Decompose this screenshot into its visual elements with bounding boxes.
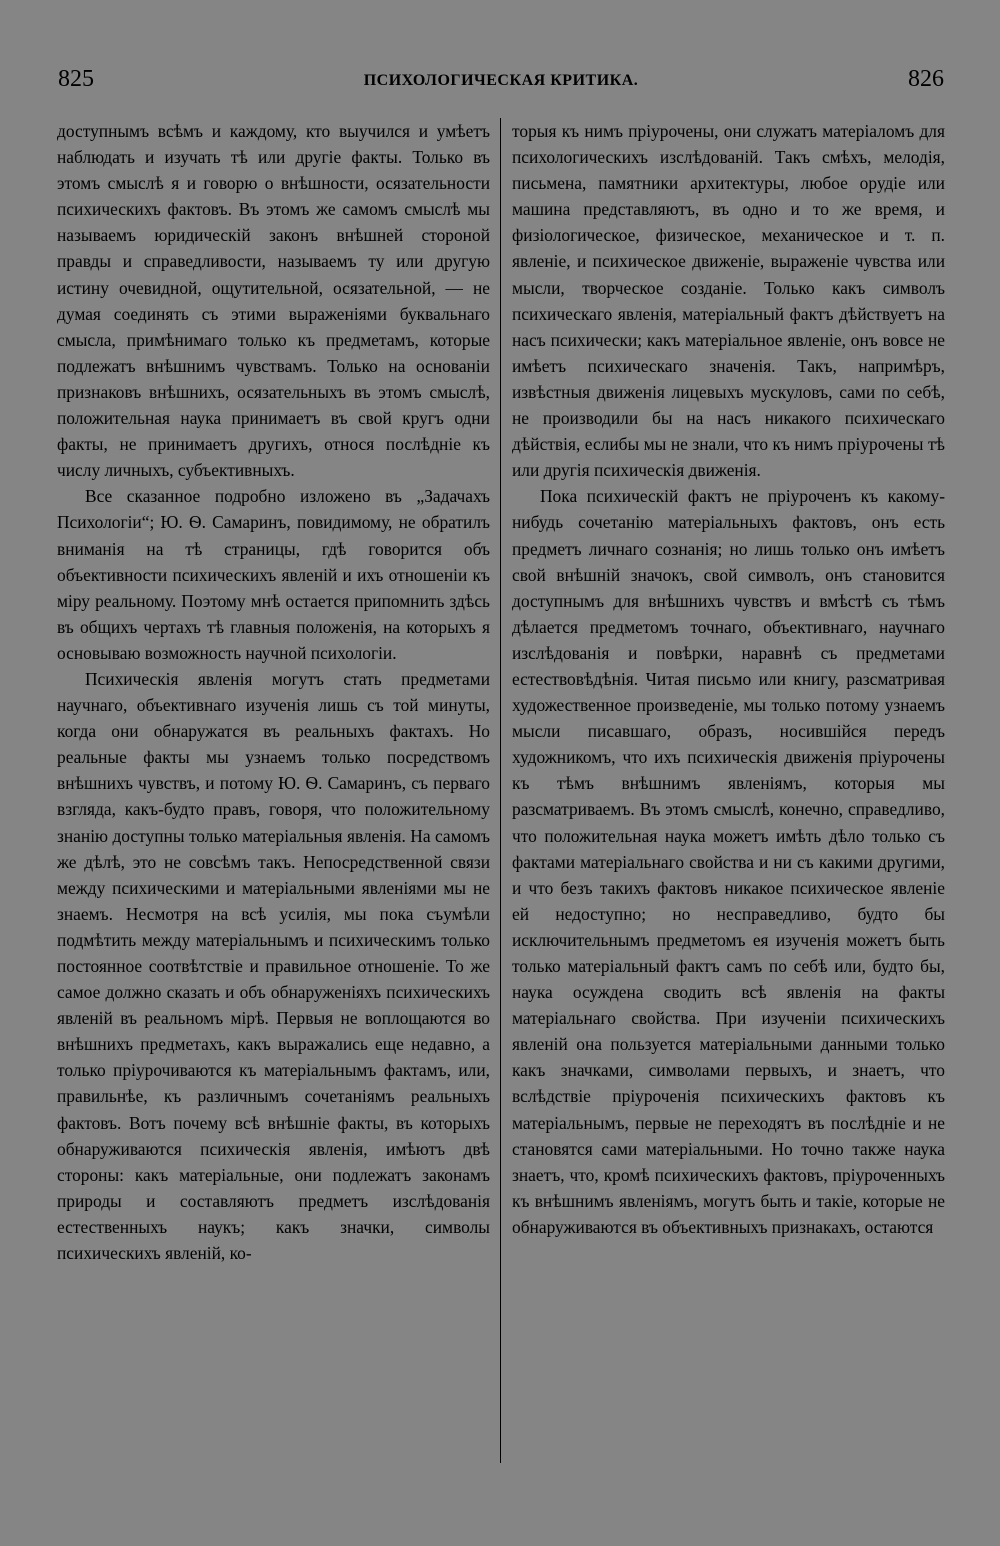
paragraph: Психическія явленія могутъ стать предметами научнаго, объективнаго изученія лишь съ той минуты, когда они обнаружатся въ реальныхъ фактахъ. Но реальные факты мы узнаемъ только посредствомъ внѣшнихъ чувствъ, и потому Ю. Ѳ. Самаринъ, съ перваго взгляда, какъ-будто правъ, говоря, что положительному знанію доступны только матеріальныя явленія. На самомъ же дѣлѣ, это не совсѣмъ такъ. Непосредственной связи между психическими и матеріальными явленіями мы не знаемъ. Несмотря на всѣ усилія, мы пока съумѣли подмѣтить между матеріальнымъ и психическимъ только постоянное соотвѣтствіе и правильное отношеніе. То же самое должно сказать и объ обнаруженіяхъ психическихъ явленій въ реальномъ мірѣ. Первыя не воплощаются во внѣшнихъ предметахъ, какъ выражались еще недавно, а только пріурочиваются къ матеріальнымъ фактамъ, или, правильнѣе, къ различнымъ сочетаніямъ реальныхъ фактовъ. Вотъ почему всѣ внѣшніе факты, въ которыхъ обнаруживаются психическія явленія, имѣютъ двѣ стороны: какъ матеріальные, они подлежатъ законамъ природы и составляютъ предметъ изслѣдованія естественныхъ наукъ; какъ значки, символы психическихъ явленій, ко-: [57, 668, 490, 1264]
column-divider: [500, 118, 501, 1463]
page-number-right: 826: [908, 66, 944, 92]
right-column: [512, 118, 945, 1502]
paragraph: Пока психическій фактъ не пріуроченъ къ какому-нибудь сочетанію матеріальныхъ фактовъ, онъ есть предметъ личнаго сознанія; но лишь только онъ имѣетъ свой внѣшній значокъ, свой символъ, онъ становится доступнымъ для внѣшнихъ чувствъ и вмѣстѣ съ тѣмъ дѣлается предметомъ точнаго, объективнаго, научнаго изслѣдованія и повѣрки, наравнѣ съ предметами естествовѣдѣнія. Читая письмо или книгу, разсматривая художественное произведеніе, мы только потому узнаемъ мысли писавшаго, образъ, носившійся передъ художникомъ, что ихъ психическія движенія пріурочены къ тѣмъ внѣшнимъ явленіямъ, которыя мы разсматриваемъ. Въ этомъ смыслѣ, конечно, справедливо, что положительная наука можетъ имѣть дѣло только съ фактами матеріальнаго свойства и ни съ какими другими, и что безъ такихъ фактовъ никакое психическое явленіе ей недоступно; но несправедливо, будто бы исключительнымъ предметомъ ея изученія можетъ быть только матеріальный фактъ самъ по себѣ или, будто бы, наука осуждена сводить всѣ явленія на факты матеріальнаго свойства. При изученіи психическихъ явленій она пользуется матеріальными данными только какъ значками, символами первыхъ, и знаетъ, что вслѣдствіе пріуроченія психическихъ фактовъ къ матеріальнымъ, первые не переходятъ въ послѣдніе и не становятся сами матеріальными. Но точно также наука знаетъ, что, кромѣ психическихъ фактовъ, пріуроченныхъ къ внѣшнимъ явленіямъ, могутъ быть и такіе, которые не обнаруживаются въ объективныхъ признакахъ, остаются: [512, 486, 945, 1237]
left-column: [57, 118, 490, 1502]
page-number-left: 825: [58, 66, 94, 92]
paragraph: доступнымъ всѣмъ и каждому, кто выучился и умѣетъ наблюдать и изучать тѣ или другіе факты. Только въ этомъ смыслѣ я и говорю о внѣшности, осязательности психическихъ фактовъ. Въ этомъ же самомъ смыслѣ мы называемъ юридическій законъ внѣшней стороной правды и справедливости, называемъ ту или другую истину очевидной, ощутительной, осязательной, — не думая соединять съ этими выраженіями буквальнаго смысла, примѣнимаго только къ предметамъ, которые подлежатъ внѣшнимъ чувствамъ. Только на основаніи признаковъ внѣшнихъ, осязательныхъ въ этомъ смыслѣ, положительная наука принимаетъ въ свой кругъ одни факты, не принимаетъ другихъ, относя послѣдніе къ числу личныхъ, субъективныхъ.: [57, 121, 490, 481]
page-header: [58, 66, 944, 100]
paragraph: торыя къ нимъ пріурочены, они служатъ матеріаломъ для психологическихъ изслѣдованій. Такъ смѣхъ, мелодія, письмена, памятники архитектуры, любое орудіе или машина представляютъ, въ одно и то же время, и физіологическое, физическое, механическое и т. п. явленіе, и психическое движеніе, выраженіе чувства или мысли, творческое созданіе. Только какъ символъ психическаго явленія, матеріальный фактъ дѣйствуетъ на насъ психически; какъ матеріальное явленіе, онъ вовсе не имѣетъ психическаго значенія. Такъ, напримѣръ, извѣстныя движенія лицевыхъ мускуловъ, сами по себѣ, не производили бы на насъ никакого психическаго дѣйствія, еслибы мы не знали, что къ нимъ пріурочены тѣ или другія психическія движенія.: [512, 121, 945, 481]
paragraph: Все сказанное подробно изложено въ „Задачахъ Психологіи“; Ю. Ѳ. Самаринъ, повидимому, не обратилъ вниманія на тѣ страницы, гдѣ говорится объ объективности психическихъ явленій и ихъ отношеніи къ міру реальному. Поэтому мнѣ остается припомнить здѣсь въ общихъ чертахъ тѣ главныя положенія, на которыхъ я основываю возможность научной психологіи.: [57, 486, 490, 663]
running-title: ПСИХОЛОГИЧЕСКАЯ КРИТИКА.: [363, 72, 639, 89]
